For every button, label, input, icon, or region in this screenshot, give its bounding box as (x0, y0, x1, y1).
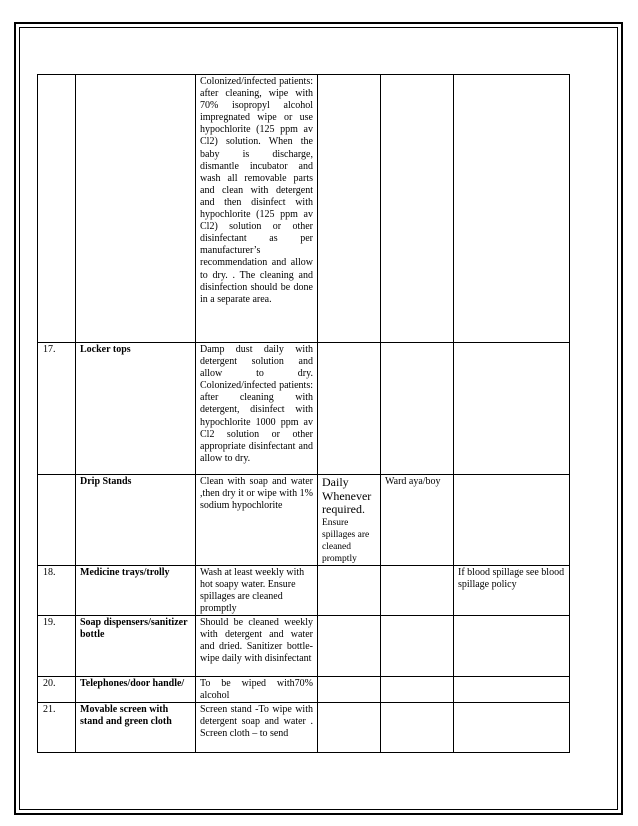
responsible-person (381, 75, 454, 343)
row-number: 17. (38, 343, 76, 475)
frequency (318, 703, 381, 753)
row-number: 20. (38, 676, 76, 702)
item-name (76, 75, 196, 343)
item-name: Medicine trays/trolly (76, 565, 196, 615)
frequency (318, 343, 381, 475)
remarks (454, 615, 570, 676)
remarks (454, 343, 570, 475)
cleaning-method: Should be cleaned weekly with detergent and water and dried. Sanitizer bottle- wipe daily with disinfectant (196, 615, 318, 676)
frequency (318, 565, 381, 615)
responsible-person: Ward aya/boy (381, 475, 454, 566)
frequency (318, 75, 381, 343)
frequency (318, 615, 381, 676)
cleaning-method: Colonized/infected patients: after cleaning, wipe with 70% isopropyl alcohol impregnated wipe or use hypochlorite (125 ppm av Cl2) solution. When the baby is discharge, dismantle incubator and wash all removable parts and clean with detergent and then disinfect with hypochlorite (125 ppm av Cl2) solution or other disinfectant as per manufacturer’s recommendation and allow to dry. . The cleaning and disinfection should be done in a separate area. (196, 75, 318, 343)
cleaning-method: Wash at least weekly with hot soapy water. Ensure spillages are cleaned promptly (196, 565, 318, 615)
table-row (38, 615, 570, 676)
remarks (454, 475, 570, 566)
row-number: 18. (38, 565, 76, 615)
responsible-person (381, 676, 454, 702)
item-name: Soap dispensers/sanitizer bottle (76, 615, 196, 676)
item-name: Locker tops (76, 343, 196, 475)
table-row (38, 475, 570, 566)
responsible-person (381, 565, 454, 615)
responsible-person (381, 703, 454, 753)
frequency-note: Ensure spillages are cleaned promptly (322, 517, 372, 564)
cleaning-method: To be wiped with70% alcohol (196, 676, 318, 702)
remarks (454, 75, 570, 343)
item-name: Movable screen with stand and green cloth (76, 703, 196, 753)
cleaning-schedule-table (37, 74, 570, 753)
responsible-person (381, 343, 454, 475)
table-row (38, 75, 570, 343)
frequency: Daily Whenever required. (322, 475, 375, 516)
item-name: Drip Stands (76, 475, 196, 566)
table-row (38, 343, 570, 475)
cleaning-method: Clean with soap and water ,then dry it or wipe with 1% sodium hypochlorite (196, 475, 318, 566)
cleaning-method: Damp dust daily with detergent solution and allow to dry. Colonized/infected patients: after cleaning with detergent, disinfect with hypochlorite 1000 ppm av Cl2 solution or other appropriate disinfectant and allow to dry. (196, 343, 318, 475)
table-row (38, 565, 570, 615)
frequency-cell (318, 475, 381, 566)
remarks: If blood spillage see blood spillage policy (454, 565, 570, 615)
table-row (38, 676, 570, 702)
row-number (38, 75, 76, 343)
cleaning-method: Screen stand -To wipe with detergent soap and water . Screen cloth – to send (196, 703, 318, 753)
remarks (454, 703, 570, 753)
row-number: 21. (38, 703, 76, 753)
item-name: Telephones/door handle/ (76, 676, 196, 702)
frequency (318, 676, 381, 702)
responsible-person (381, 615, 454, 676)
row-number (38, 475, 76, 566)
row-number: 19. (38, 615, 76, 676)
table-row (38, 703, 570, 753)
remarks (454, 676, 570, 702)
